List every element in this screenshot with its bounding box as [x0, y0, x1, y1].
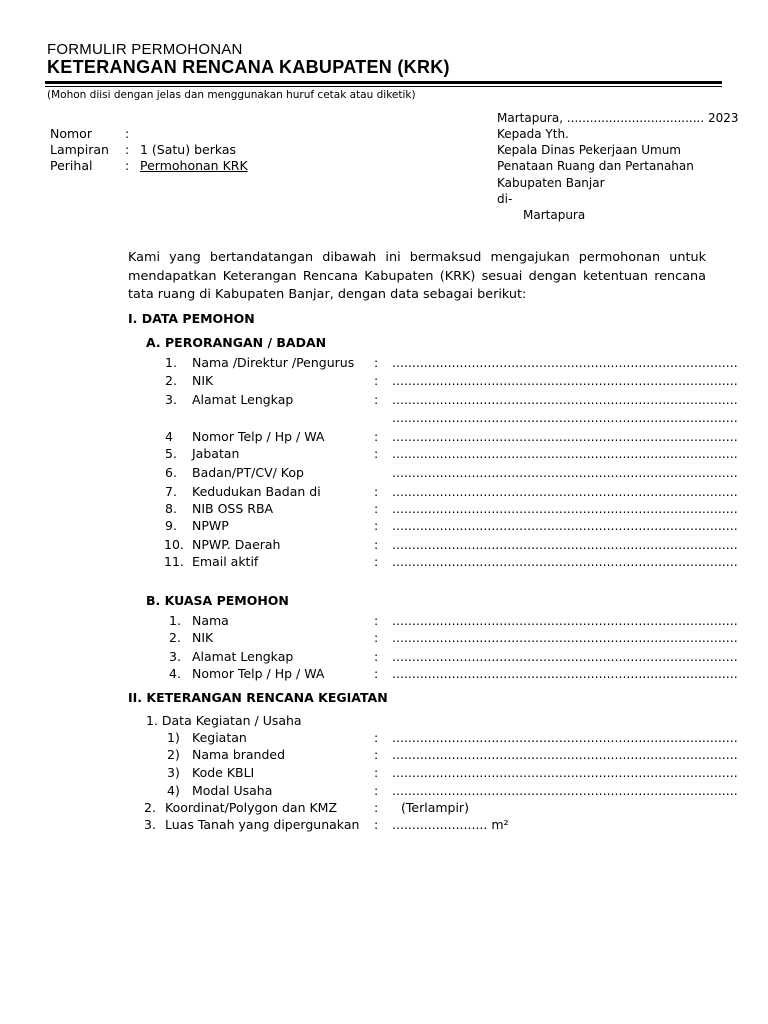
- koordinat-num: 2.: [144, 800, 156, 815]
- perihal-colon: :: [125, 158, 130, 173]
- field-a-4-label: Nomor Telp / Hp / WA: [192, 429, 325, 444]
- field-a-3-input[interactable]: .......................................................................................: [392, 392, 738, 407]
- field-a-7-number: 7.: [165, 484, 177, 499]
- field-c-3-input[interactable]: .......................................................................................: [392, 765, 738, 780]
- field-c-1-label: Kegiatan: [192, 730, 247, 745]
- field-a-3-number: 3.: [165, 392, 177, 407]
- field-b-4-colon: :: [374, 666, 379, 681]
- field-a-9-number: 9.: [165, 518, 177, 533]
- field-c-3-label: Kode KBLI: [192, 765, 255, 780]
- luas-tanah-num: 3.: [144, 817, 156, 832]
- field-a-2-label: NIK: [192, 373, 214, 388]
- field-b-2-number: 2.: [169, 630, 181, 645]
- field-a-2-number: 2.: [165, 373, 177, 388]
- field-c-1-colon: :: [374, 730, 379, 745]
- field-b-2-colon: :: [374, 630, 379, 645]
- luas-tanah-colon: :: [374, 817, 379, 832]
- section-2-heading: II. KETERANGAN RENCANA KEGIATAN: [128, 690, 388, 705]
- field-a-1-number: 1.: [165, 355, 177, 370]
- address-line-4: Kabupaten Banjar: [497, 176, 605, 190]
- nomor-colon: :: [125, 126, 130, 141]
- field-c-4-number: 4): [167, 783, 180, 798]
- field-a-11-number: 11.: [164, 554, 184, 569]
- kegiatan-group-label: 1. Data Kegiatan / Usaha: [146, 713, 302, 728]
- fill-instruction-note: (Mohon diisi dengan jelas dan menggunakan huruf cetak atau diketik): [47, 89, 416, 101]
- lampiran-value: 1 (Satu) berkas: [140, 142, 237, 157]
- field-a-6-number: 6.: [165, 465, 177, 480]
- field-c-4-colon: :: [374, 783, 379, 798]
- field-a-11-label: Email aktif: [192, 554, 259, 569]
- field-a-4-colon: :: [374, 429, 379, 444]
- luas-tanah-label: Luas Tanah yang dipergunakan: [165, 817, 360, 832]
- field-a-10-colon: :: [374, 537, 379, 552]
- date-line: Martapura, .................................... 2023: [497, 111, 739, 125]
- field-a-9-colon: :: [374, 518, 379, 533]
- field-b-1-number: 1.: [169, 613, 181, 628]
- field-b-4-label: Nomor Telp / Hp / WA: [192, 666, 325, 681]
- form-title-line1: FORMULIR PERMOHONAN: [47, 41, 243, 58]
- field-a-6-label: Badan/PT/CV/ Kop: [192, 465, 304, 480]
- field-a-3-label: Alamat Lengkap: [192, 392, 294, 407]
- field-a-5-input[interactable]: .......................................................................................: [392, 446, 738, 461]
- field-a-7-label: Kedudukan Badan di: [192, 484, 321, 499]
- field-b-3-number: 3.: [169, 649, 181, 664]
- field-a-8-colon: :: [374, 501, 379, 516]
- field-a-7-colon: :: [374, 484, 379, 499]
- field-b-1-colon: :: [374, 613, 379, 628]
- subsection-b-heading: B. KUASA PEMOHON: [146, 593, 289, 608]
- perihal-label: Perihal: [50, 158, 93, 173]
- field-b-4-number: 4.: [169, 666, 181, 681]
- field-a-7-input[interactable]: .......................................................................................: [392, 484, 738, 499]
- field-a-9-input[interactable]: .......................................................................................: [392, 518, 738, 533]
- header-rule-thin: [45, 86, 722, 87]
- field-b-1-input[interactable]: .......................................................................................: [392, 613, 738, 628]
- field-a-4-input[interactable]: .......................................................................................: [392, 429, 738, 444]
- address-line-3: Penataan Ruang dan Pertanahan: [497, 159, 694, 173]
- koordinat-value: (Terlampir): [401, 800, 469, 815]
- field-c-2-colon: :: [374, 747, 379, 762]
- field-a-3-input-line2[interactable]: .......................................................................................: [392, 410, 738, 425]
- field-c-4-input[interactable]: .......................................................................................: [392, 783, 738, 798]
- address-line-6: Martapura: [523, 208, 586, 222]
- field-c-1-number: 1): [167, 730, 180, 745]
- field-b-3-input[interactable]: .......................................................................................: [392, 649, 738, 664]
- field-c-2-label: Nama branded: [192, 747, 286, 762]
- field-b-3-colon: :: [374, 649, 379, 664]
- field-c-4-label: Modal Usaha: [192, 783, 273, 798]
- field-a-2-colon: :: [374, 373, 379, 388]
- field-a-8-label: NIB OSS RBA: [192, 501, 274, 516]
- address-line-5: di-: [497, 192, 513, 206]
- field-b-3-label: Alamat Lengkap: [192, 649, 294, 664]
- luas-tanah-value[interactable]: ........................ m²: [392, 817, 509, 832]
- header-rule-thick: [45, 81, 722, 84]
- field-a-5-number: 5.: [165, 446, 177, 461]
- form-title-line2: KETERANGAN RENCANA KABUPATEN (KRK): [47, 57, 450, 77]
- field-a-6-input[interactable]: .......................................................................................: [392, 465, 738, 480]
- field-b-4-input[interactable]: .......................................................................................: [392, 666, 738, 681]
- nomor-label: Nomor: [50, 126, 92, 141]
- field-a-3-colon: :: [374, 392, 379, 407]
- field-a-2-input[interactable]: .......................................................................................: [392, 373, 738, 388]
- field-a-8-input[interactable]: .......................................................................................: [392, 501, 738, 516]
- koordinat-label: Koordinat/Polygon dan KMZ: [165, 800, 338, 815]
- intro-paragraph: Kami yang bertandatangan dibawah ini bermaksud mengajukan permohonan untuk mendapatkan Keterangan Rencana Kabupaten (KRK) sesuai dengan ketentuan rencana tata ruang di Kabupaten Banjar, dengan data sebagai berikut:: [128, 250, 706, 302]
- field-a-4-number: 4: [165, 429, 173, 444]
- field-a-11-input[interactable]: .......................................................................................: [392, 554, 738, 569]
- koordinat-colon: :: [374, 800, 379, 815]
- field-c-3-number: 3): [167, 765, 180, 780]
- field-b-2-input[interactable]: .......................................................................................: [392, 630, 738, 645]
- field-c-2-input[interactable]: .......................................................................................: [392, 747, 738, 762]
- field-c-3-colon: :: [374, 765, 379, 780]
- field-c-2-number: 2): [167, 747, 180, 762]
- address-line-2: Kepala Dinas Pekerjaan Umum: [497, 143, 681, 157]
- lampiran-colon: :: [125, 142, 130, 157]
- field-b-2-label: NIK: [192, 630, 214, 645]
- address-line-1: Kepada Yth.: [497, 127, 569, 141]
- field-a-1-input[interactable]: .......................................................................................: [392, 355, 738, 370]
- subsection-a-heading: A. PERORANGAN / BADAN: [146, 335, 327, 350]
- perihal-value: Permohonan KRK: [140, 158, 248, 173]
- section-1-heading: I. DATA PEMOHON: [128, 311, 255, 326]
- field-a-10-input[interactable]: .......................................................................................: [392, 537, 738, 552]
- field-a-10-label: NPWP. Daerah: [192, 537, 281, 552]
- field-a-8-number: 8.: [165, 501, 177, 516]
- field-b-1-label: Nama: [192, 613, 229, 628]
- lampiran-label: Lampiran: [50, 142, 109, 157]
- field-a-10-number: 10.: [164, 537, 184, 552]
- field-a-1-colon: :: [374, 355, 379, 370]
- field-a-11-colon: :: [374, 554, 379, 569]
- field-c-1-input[interactable]: .......................................................................................: [392, 730, 738, 745]
- field-a-5-colon: :: [374, 446, 379, 461]
- field-a-9-label: NPWP: [192, 518, 229, 533]
- field-a-1-label: Nama /Direktur /Pengurus: [192, 355, 355, 370]
- field-a-5-label: Jabatan: [192, 446, 240, 461]
